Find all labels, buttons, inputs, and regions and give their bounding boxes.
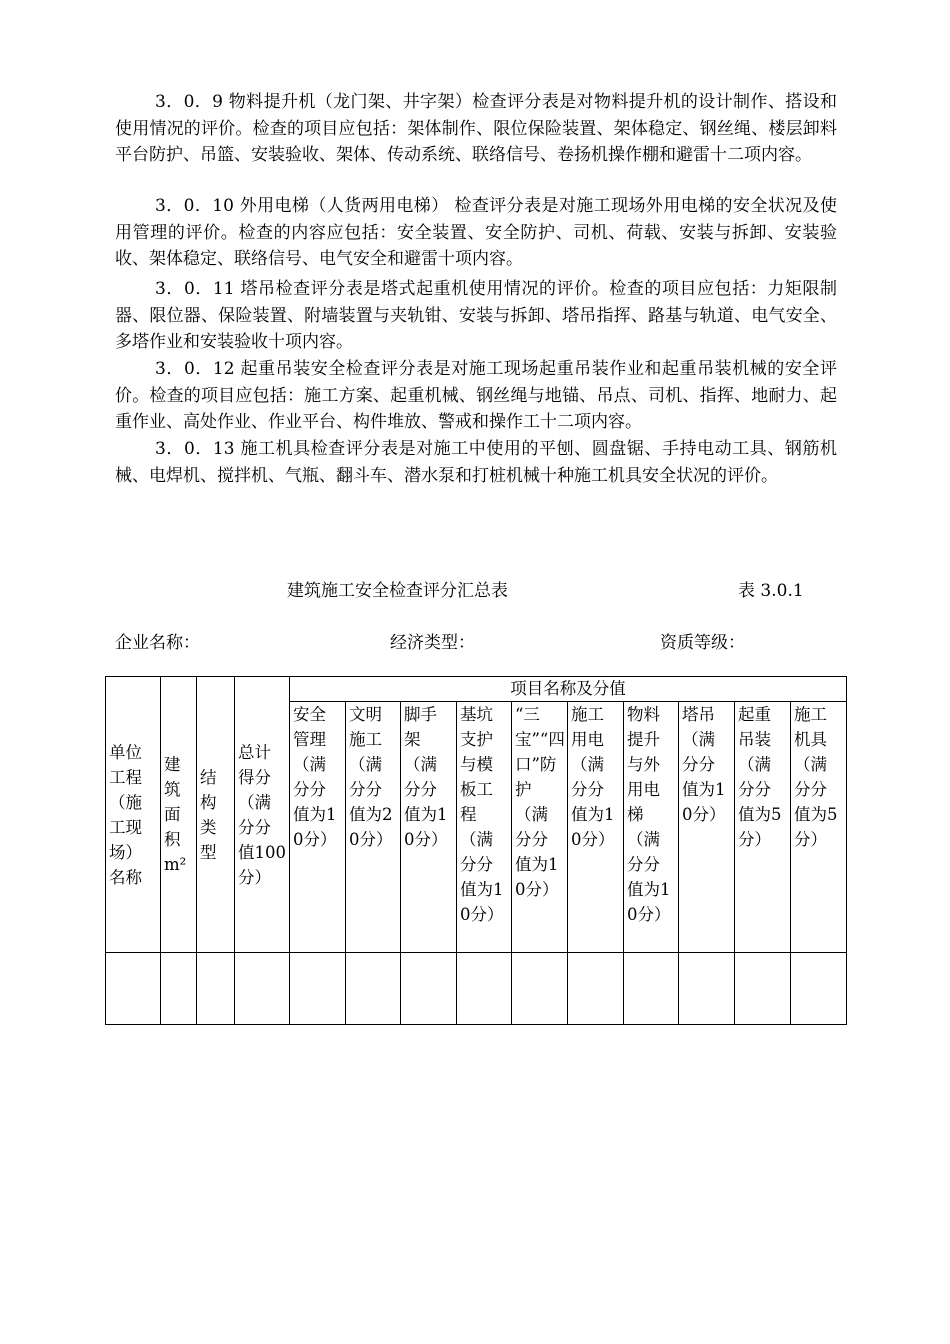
header-safety-management: 安全管理（满分分值为10分） xyxy=(290,702,346,953)
table-cell[interactable] xyxy=(512,953,568,1025)
table-cell[interactable] xyxy=(457,953,512,1025)
table-title: 建筑施工安全检查评分汇总表 xyxy=(287,581,508,601)
paragraph-3-0-9: 3．0．9 物料提升机（龙门架、井字架）检查评分表是对物料提升机的设计制作、搭设和使用情况的评价。检查的项目应包括：架体制作、限位保险装置、架体稳定、钢丝绳、楼层卸料平台防护、吊篮、安装验收、架体、传动系统、联络信号、卷扬机操作棚和避雷十二项内容。 xyxy=(115,92,837,165)
table-cell[interactable] xyxy=(791,953,847,1025)
table-number: 表 3.0.1 xyxy=(738,581,804,601)
header-machinery: 施工机具（满分分值为5分） xyxy=(791,702,847,953)
table-cell[interactable] xyxy=(679,953,735,1025)
qualification-label: 资质等级： xyxy=(660,633,745,653)
header-structure-type: 结构类型 xyxy=(197,677,235,953)
table-cell[interactable] xyxy=(106,953,161,1025)
header-civilized-construction: 文明施工（满分分值为20分） xyxy=(346,702,401,953)
summary-table xyxy=(105,676,847,1025)
table-cell[interactable] xyxy=(735,953,791,1025)
paragraph-3-0-10: 3．0．10 外用电梯（人货两用电梯） 检查评分表是对施工现场外用电梯的安全状况及使用管理的评价。检查的内容应包括：安全装置、安全防护、司机、荷载、安装与拆卸、安装验收、架体稳定、联络信号、电气安全和避雷十项内容。 xyxy=(115,196,837,269)
header-building-area: 建筑面积m² xyxy=(161,677,197,953)
paragraph-3-0-13: 3．0．13 施工机具检查评分表是对施工中使用的平刨、圆盘锯、手持电动工具、钢筋机械、电焊机、搅拌机、气瓶、翻斗车、潜水泵和打桩机械十种施工机具安全状况的评价。 xyxy=(115,439,837,486)
header-tower-crane: 塔吊（满分分值为10分） xyxy=(679,702,735,953)
table-cell[interactable] xyxy=(346,953,401,1025)
table-cell[interactable] xyxy=(290,953,346,1025)
paragraph-3-0-12: 3．0．12 起重吊装安全检查评分表是对施工现场起重吊装作业和起重吊装机械的安全评价。检查的项目应包括：施工方案、起重机械、钢丝绳与地锚、吊点、司机、指挥、地耐力、起重作业、高处作业、作业平台、构件堆放、警戒和操作工十二项内容。 xyxy=(115,359,837,432)
company-name-label: 企业名称： xyxy=(115,633,200,653)
table-header-row-1 xyxy=(106,677,847,702)
table-cell[interactable] xyxy=(624,953,679,1025)
table-cell[interactable] xyxy=(401,953,457,1025)
header-construction-power: 施工用电（满分分值为10分） xyxy=(568,702,624,953)
table-cell[interactable] xyxy=(197,953,235,1025)
economy-type-label: 经济类型： xyxy=(390,633,475,653)
table-cell[interactable] xyxy=(161,953,197,1025)
header-total-score: 总计得分（满分分值100分） xyxy=(235,677,290,953)
table-cell[interactable] xyxy=(568,953,624,1025)
paragraph-3-0-11: 3．0．11 塔吊检查评分表是塔式起重机使用情况的评价。检查的项目应包括：力矩限制器、限位器、保险装置、附墙装置与夹轨钳、安装与拆卸、塔吊指挥、路基与轨道、电气安全、多塔作业和安装验收十项内容。 xyxy=(115,279,837,352)
table-cell[interactable] xyxy=(235,953,290,1025)
header-scaffolding: 脚手架（满分分值为10分） xyxy=(401,702,457,953)
header-item-group: 项目名称及分值 xyxy=(290,677,847,702)
header-hoisting: 起重吊装（满分分值为5分） xyxy=(735,702,791,953)
header-unit-name: 单位工程（施工现场）名称 xyxy=(106,677,161,953)
table-row xyxy=(106,953,847,1025)
header-three-treasures: “三宝”“四口”防护（满分分值为10分） xyxy=(512,702,568,953)
header-foundation-pit: 基坑支护与模板工程（满分分值为10分） xyxy=(457,702,512,953)
header-material-hoist: 物料提升与外用电梯（满分分值为10分） xyxy=(624,702,679,953)
